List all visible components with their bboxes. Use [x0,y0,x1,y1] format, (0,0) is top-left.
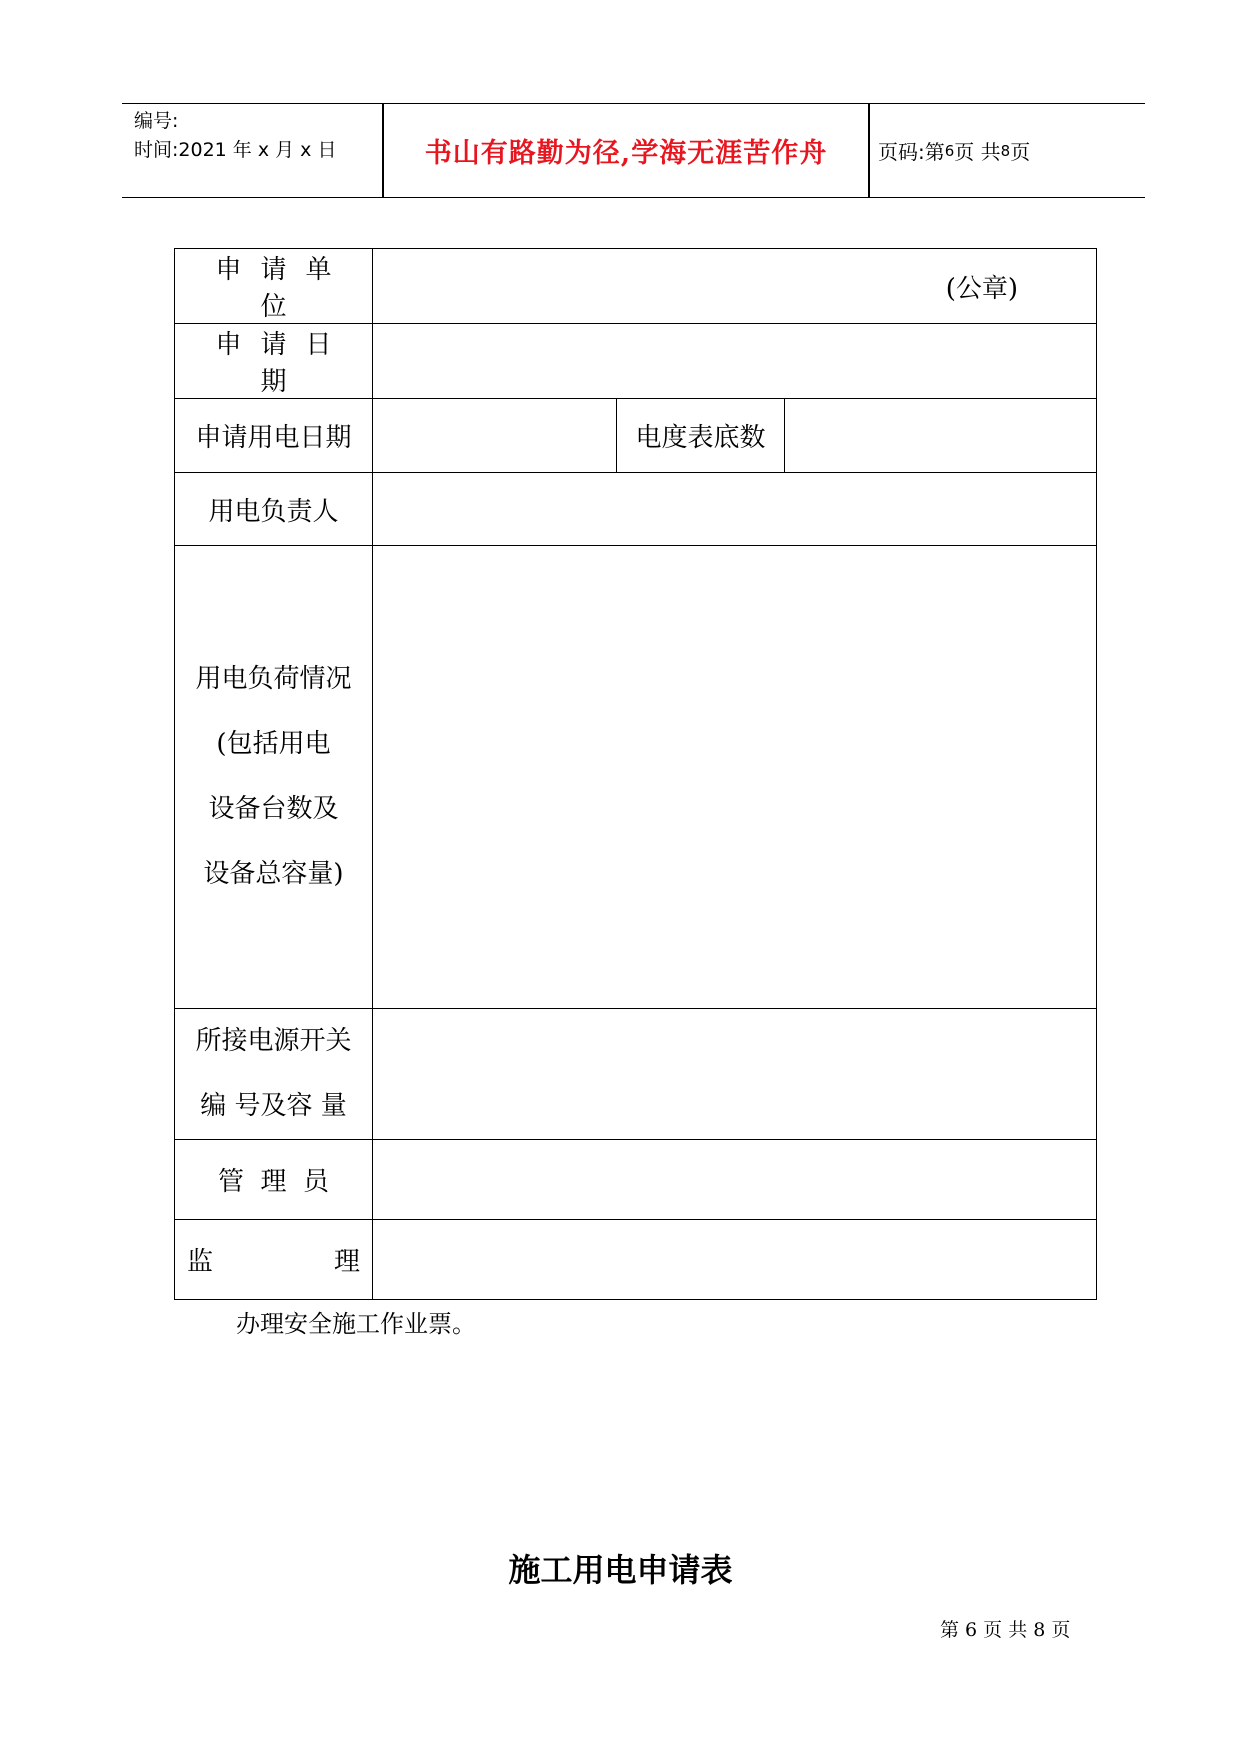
responsible-field[interactable] [373,473,1097,546]
note-text: 办理安全施工作业票。 [236,1310,476,1338]
number-label: 编号: [134,110,179,132]
page-prefix: 页码:第 [878,140,945,164]
page-total: 8 [1000,141,1011,160]
power-date-label: 申请用电日期 [175,399,373,473]
header-meta [122,104,382,197]
header-divider [868,104,870,197]
row-responsible [175,473,1097,546]
load-label-line: 用电负荷情况 [195,664,352,694]
page-current: 6 [944,141,955,160]
application-date-label: 申请日期 [175,324,373,399]
row-applicant-unit [175,249,1097,324]
switch-label-line: 编 号及容 量 [200,1091,347,1121]
application-date-field[interactable] [373,324,1097,399]
power-date-field[interactable] [373,399,617,473]
meter-reading-label: 电度表底数 [617,399,785,473]
supervisor-field[interactable] [373,1220,1097,1300]
row-power-date [175,399,1097,473]
meter-reading-field[interactable] [785,399,1097,473]
applicant-unit-label: 申请单位 [175,249,373,324]
switch-label-line: 所接电源开关 [195,1026,352,1056]
seal-label: (公章) [945,273,1019,304]
time-label: 时间:2021 年 x 月 x 日 [134,139,337,161]
page-middle: 页 共 [954,140,1001,164]
header-motto: 书山有路勤为径,学海无涯苦作舟 [424,138,828,169]
manager-field[interactable] [373,1140,1097,1220]
page-header [122,103,1145,198]
switch-field[interactable] [373,1009,1097,1140]
load-label [175,546,373,1009]
row-supervisor [175,1220,1097,1300]
header-page-info [878,104,1030,197]
load-label-line: (包括用电 [216,729,331,759]
supervisor-label-right: 理 [333,1247,360,1277]
load-label-line: 设备台数及 [208,794,339,824]
manager-label: 管 理 员 [175,1140,373,1220]
supervisor-label-left: 监 [187,1247,214,1277]
page-footer: 第 6 页 共 8 页 [940,1619,1071,1641]
application-form [174,248,1097,1300]
row-application-date [175,324,1097,399]
applicant-unit-field[interactable] [373,249,1097,324]
row-load [175,546,1097,1009]
load-field[interactable] [373,546,1097,1009]
row-switch [175,1009,1097,1140]
supervisor-label [175,1220,373,1300]
load-label-line: 设备总容量) [203,859,344,889]
document-title: 施工用电申请表 [508,1551,733,1589]
row-manager [175,1140,1097,1220]
responsible-label: 用电负责人 [175,473,373,546]
page-suffix: 页 [1010,140,1031,164]
switch-label [175,1009,373,1140]
